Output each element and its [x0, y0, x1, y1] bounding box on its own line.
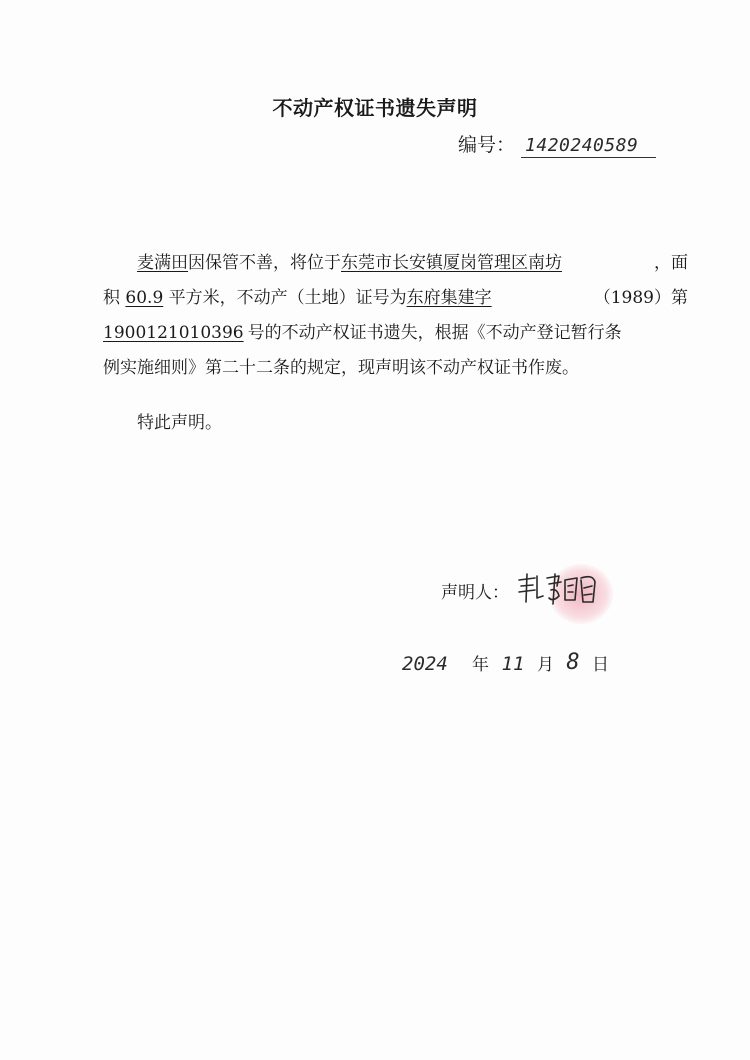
owner-name: 麦满田	[137, 253, 188, 273]
signature	[513, 568, 613, 612]
body-line	[103, 316, 688, 351]
document-number-label: 编号：	[458, 134, 516, 156]
declaration-body	[103, 246, 688, 386]
property-area: 60.9	[125, 288, 164, 308]
handwritten-signature-icon	[513, 568, 613, 612]
date-day: 8	[566, 650, 580, 675]
date-day-unit: 日	[592, 655, 609, 675]
document-number-value: 1420240589	[521, 135, 656, 158]
closing-statement: 特此声明。	[137, 413, 222, 433]
document-title: 不动产权证书遗失声明	[272, 96, 478, 120]
property-location: 东莞市长安镇厦岗管理区南坊	[341, 253, 562, 273]
document-number	[458, 130, 656, 158]
body-text: 因保管不善，将位于	[188, 253, 341, 273]
body-line	[103, 351, 688, 386]
declarant-label: 声明人：	[441, 582, 509, 603]
date-month-unit: 月	[537, 655, 554, 675]
date-year: 2024	[402, 653, 448, 675]
date-month: 11	[501, 653, 525, 675]
body-text: 例实施细则》第二十二条的规定，现声明该不动产权证书作废。	[103, 358, 579, 378]
declarant-block	[441, 568, 613, 612]
body-text: 号的不动产权证书遗失，根据《不动产登记暂行条	[247, 323, 622, 343]
body-line	[103, 281, 688, 316]
body-text: （1989）第	[593, 288, 688, 308]
body-line	[103, 246, 688, 281]
body-text: ，面	[654, 253, 688, 273]
body-text: 平方米，不动产（土地）证号为	[168, 288, 407, 308]
body-text: 积	[103, 288, 120, 308]
certificate-prefix: 东府集建字	[406, 288, 492, 308]
declaration-date	[402, 650, 613, 675]
certificate-number: 1900121010396	[103, 323, 244, 343]
date-year-unit: 年	[472, 655, 489, 675]
